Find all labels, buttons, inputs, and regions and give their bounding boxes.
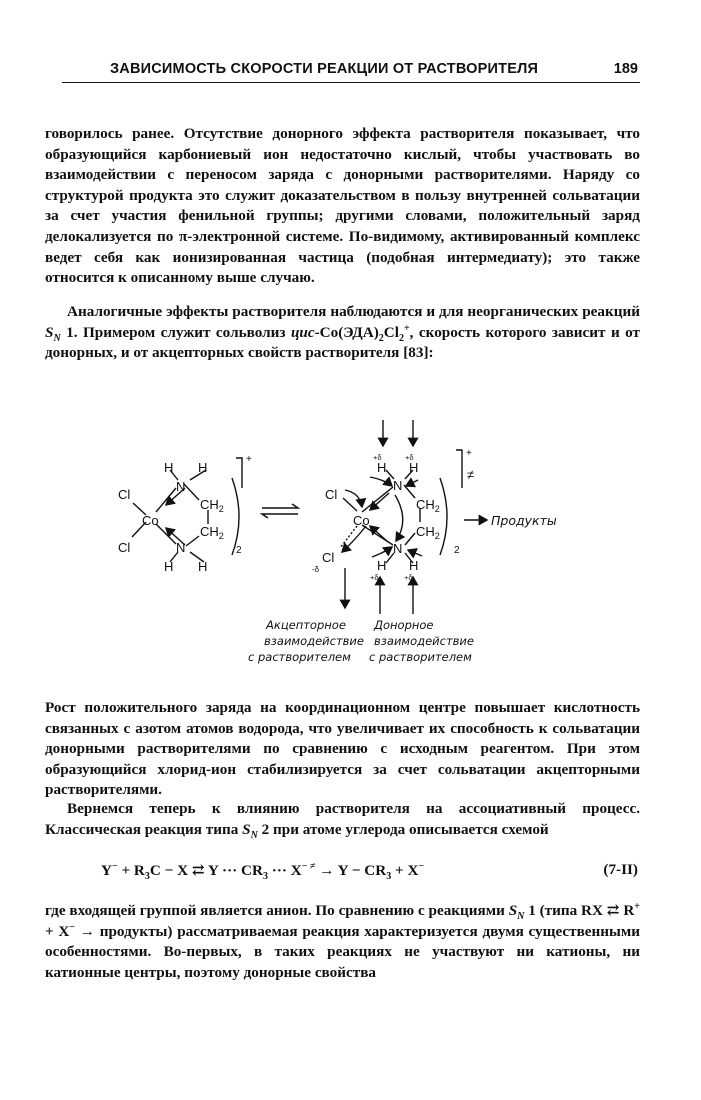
paragraph-1: говорилось ранее. Отсутствие донорного эффекта растворителя показывает, что образующийся карбониевый ион недостаточно кислый, чтобы участвовать во взаимодействии с переносом заряда с донорными растворителями. Наряду со структурой продукта это служит доказательством в пользу внутренней сольватации за счет участия фенильной группы; другими словами, положительный заряд делокализуется по π-электронной системе. По-видимому, активированный комплекс ведет себя как ионизированная частица (подобная интермедиату); это также относится к описанному выше случаю. bbox=[45, 125, 640, 287]
right-h2: H bbox=[409, 460, 419, 475]
right-index: 2 bbox=[454, 545, 460, 556]
page-number: 189 bbox=[613, 61, 638, 77]
p2-sub-2b: 2 bbox=[398, 332, 404, 344]
donor-label-1: Донорное bbox=[374, 618, 434, 632]
left-n-top: N bbox=[176, 479, 186, 494]
donor-label-3: с растворителем bbox=[369, 650, 472, 664]
p5-sn: S bbox=[508, 902, 518, 919]
left-co: Co bbox=[142, 513, 159, 528]
p5-sn-sub: N bbox=[517, 911, 525, 923]
p2-text-a: Аналогичные эффекты растворителя наблюдаются и для неорганических реакций bbox=[67, 303, 640, 320]
products-label: Продукты bbox=[491, 513, 557, 528]
p2-text-c: -Co(ЭДА) bbox=[314, 323, 379, 341]
left-h2: H bbox=[198, 460, 208, 475]
p2-sn: S bbox=[45, 323, 54, 341]
right-h4: H bbox=[409, 558, 419, 573]
paragraph-4 bbox=[45, 799, 640, 840]
p5-plus: + bbox=[634, 900, 640, 912]
left-cl-top: Cl bbox=[118, 487, 131, 502]
right-h1: H bbox=[377, 460, 387, 475]
right-h3: H bbox=[377, 558, 387, 573]
left-ch2-bottom: $CH_2$ bbox=[200, 524, 224, 541]
right-cl-leaving: Cl bbox=[322, 550, 335, 565]
p2-sub-2: 2 bbox=[378, 332, 384, 344]
p2-sn-sub: N bbox=[53, 332, 61, 344]
equation-number: (7-II) bbox=[603, 861, 638, 878]
right-cl-top: Cl bbox=[325, 487, 338, 502]
p5-text-b: 1 (типа RX ⇄ R bbox=[524, 902, 635, 919]
p5-minus: − bbox=[69, 921, 76, 933]
equation-body: $Y^- + R_3C - X$ ⇄ Y ··· $CR_3$ ··· $X^{- \ne} \to Y - CR_3 + X^-$ bbox=[101, 860, 425, 883]
equilibrium-arrows bbox=[262, 504, 298, 518]
right-n-top: N bbox=[393, 478, 403, 493]
p5-text-a: где входящей группой является анион. По сравнению с реакциями bbox=[45, 902, 509, 919]
acceptor-label-3: с растворителем bbox=[248, 650, 351, 664]
right-ts: ≠ bbox=[467, 467, 475, 482]
p2-plus: + bbox=[403, 322, 410, 334]
p2-text-b: 1. Примером служит сольволиз bbox=[60, 323, 291, 341]
p4-sn: S bbox=[242, 820, 251, 838]
left-charge: + bbox=[246, 454, 252, 465]
solvent-interaction-labels bbox=[248, 618, 474, 664]
p2-text-d: Cl bbox=[383, 323, 399, 341]
left-ch2-top: $CH_2$ bbox=[200, 497, 224, 514]
right-ch2-top: $CH_2$ bbox=[416, 497, 440, 514]
paragraph-3: Рост положительного заряда на координационном центре повышает кислотность связанных с азотом атомов водорода, что увеличивает их способность к сольватации донорными растворителями по сравнению с исходным реагентом. При этом образующийся хлорид-ион стабилизируется за счет сольватации акцепторными растворителями. bbox=[45, 699, 640, 799]
acceptor-label-2: взаимодействие bbox=[264, 634, 364, 648]
left-h1: H bbox=[164, 460, 174, 475]
left-h4: H bbox=[198, 559, 208, 574]
p5-text-d: → продукты) рассматриваемая реакция характеризуется двумя существенными особенностями. Во-первых, в таких реакциях не участвуют ни катионы, ни катионные центры, поэтому донорные свойства bbox=[45, 922, 640, 981]
paragraph-5 bbox=[45, 901, 640, 983]
right-n-bottom: N bbox=[393, 541, 403, 556]
p5-text-c: + X bbox=[45, 922, 70, 940]
equation-7-II bbox=[45, 858, 640, 884]
right-ch2-bottom: $CH_2$ bbox=[416, 524, 440, 541]
right-delta-plus-1: +δ bbox=[373, 453, 382, 462]
reactant-labels bbox=[118, 454, 252, 574]
left-n-bottom: N bbox=[176, 540, 186, 555]
right-delta-plus-2: +δ bbox=[405, 453, 414, 462]
right-delta-plus-4: +δ bbox=[404, 573, 413, 582]
p4-text-a: Вернемся теперь к влиянию растворителя на ассоциативный процесс. Классическая реакция типа bbox=[45, 800, 640, 838]
right-co: Co bbox=[353, 513, 370, 528]
right-delta-plus-3: +δ bbox=[370, 573, 379, 582]
reactant-complex bbox=[132, 458, 242, 562]
p4-sn-sub: N bbox=[250, 829, 258, 841]
right-delta-minus: -δ bbox=[312, 565, 320, 574]
p2-text-e: , скорость которого зависит и от донорных, и от акцепторных свойств растворителя [83]: bbox=[45, 323, 640, 362]
acceptor-label-1: Акцепторное bbox=[266, 618, 346, 632]
transition-state-labels bbox=[312, 448, 557, 582]
left-cl-bottom: Cl bbox=[118, 540, 131, 555]
header-title: ЗАВИСИМОСТЬ СКОРОСТИ РЕАКЦИИ ОТ РАСТВОРИТЕЛЯ bbox=[110, 61, 539, 77]
p4-text-b: 2 при атоме углерода описывается схемой bbox=[257, 820, 549, 838]
left-h3: H bbox=[164, 559, 174, 574]
p2-cis: цис bbox=[290, 323, 315, 341]
donor-label-2: взаимодействие bbox=[374, 634, 474, 648]
left-index: 2 bbox=[236, 545, 242, 556]
right-charge: + bbox=[466, 448, 472, 459]
